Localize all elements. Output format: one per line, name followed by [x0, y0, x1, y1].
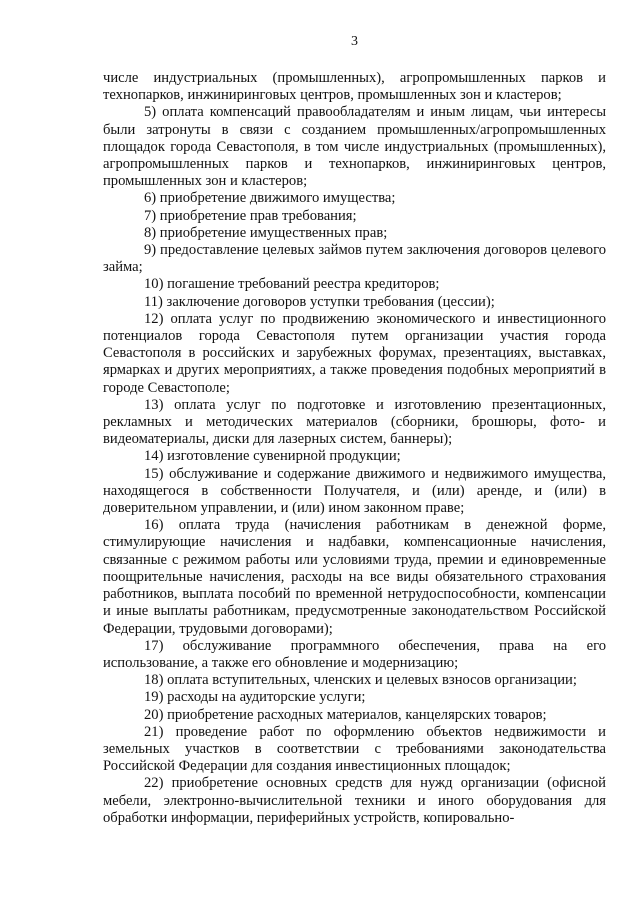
paragraph-item-21: 21) проведение работ по оформлению объектов недвижимости и земельных участков в соответствии с требованиями законодательства Российской Федерации для создания инвестиционных площадок; [103, 723, 606, 775]
paragraph-item-11: 11) заключение договоров уступки требования (цессии); [144, 293, 495, 310]
paragraph-item-19: 19) расходы на аудиторские услуги; [144, 689, 366, 706]
paragraph-item-10: 10) погашение требований реестра кредиторов; [144, 276, 440, 293]
paragraph-item-5: 5) оплата компенсаций правообладателям и иным лицам, чьи интересы были затронуты в связи с созданием промышленных/агропромышленных площадок города Севастополя, в том числе индустриальных (промышленных), агропромышленных парков и технопарков, инжиниринговых центров, промышленных зон и кластеров; [103, 104, 606, 190]
paragraph-item-14: 14) изготовление сувенирной продукции; [144, 448, 401, 465]
paragraph-item-12: 12) оплата услуг по продвижению экономического и инвестиционного потенциалов города Севастополя путем организации участия города Севастополя в российских и зарубежных форумах, презентациях, выставках, ярмарках и других мероприятиях, а также проведения подобных мероприятий в городе Севастополе; [103, 310, 606, 396]
paragraph-item-9: 9) предоставление целевых займов путем заключения договоров целевого займа; [103, 242, 606, 276]
paragraph-item-20: 20) приобретение расходных материалов, канцелярских товаров; [144, 706, 547, 723]
paragraph-item-18: 18) оплата вступительных, членских и целевых взносов организации; [144, 672, 577, 689]
paragraph-item-17: 17) обслуживание программного обеспечения, права на его использование, а также его обновление и модернизацию; [103, 637, 606, 671]
paragraph-item-7: 7) приобретение прав требования; [144, 207, 357, 224]
page-number: 3 [351, 34, 358, 49]
paragraph-item-15: 15) обслуживание и содержание движимого и недвижимого имущества, находящегося в собственности Получателя, и (или) аренде, и (или) в доверительном управлении, и (или) ином законном праве; [103, 465, 606, 517]
paragraph-continuation: числе индустриальных (промышленных), агропромышленных парков и технопарков, инжиниринговых центров, промышленных зон и кластеров; [103, 70, 606, 104]
paragraph-item-6: 6) приобретение движимого имущества; [144, 190, 396, 207]
paragraph-item-13: 13) оплата услуг по подготовке и изготовлению презентационных, рекламных и методических материалов (сборники, брошюры, фото- и видеоматериалы, диски для лазерных систем, баннеры); [103, 396, 606, 448]
document-body [103, 70, 606, 827]
paragraph-item-22: 22) приобретение основных средств для нужд организации (офисной мебели, электронно-вычислительной техники и иного оборудования для обработки информации, периферийных устройств, копировально- [103, 775, 606, 826]
paragraph-item-16: 16) оплата труда (начисления работникам в денежной форме, стимулирующие начисления и надбавки, компенсационные начисления, связанные с режимом работы или условиями труда, премии и единовременные поощрительные начисления, расходы на все виды обязательного страхования работников, выплата пособий по временной нетрудоспособности, компенсации и иные выплаты работникам, предусмотренные законодательством Российской Федерации, трудовыми договорами); [103, 517, 606, 637]
paragraph-item-8: 8) приобретение имущественных прав; [144, 224, 388, 241]
